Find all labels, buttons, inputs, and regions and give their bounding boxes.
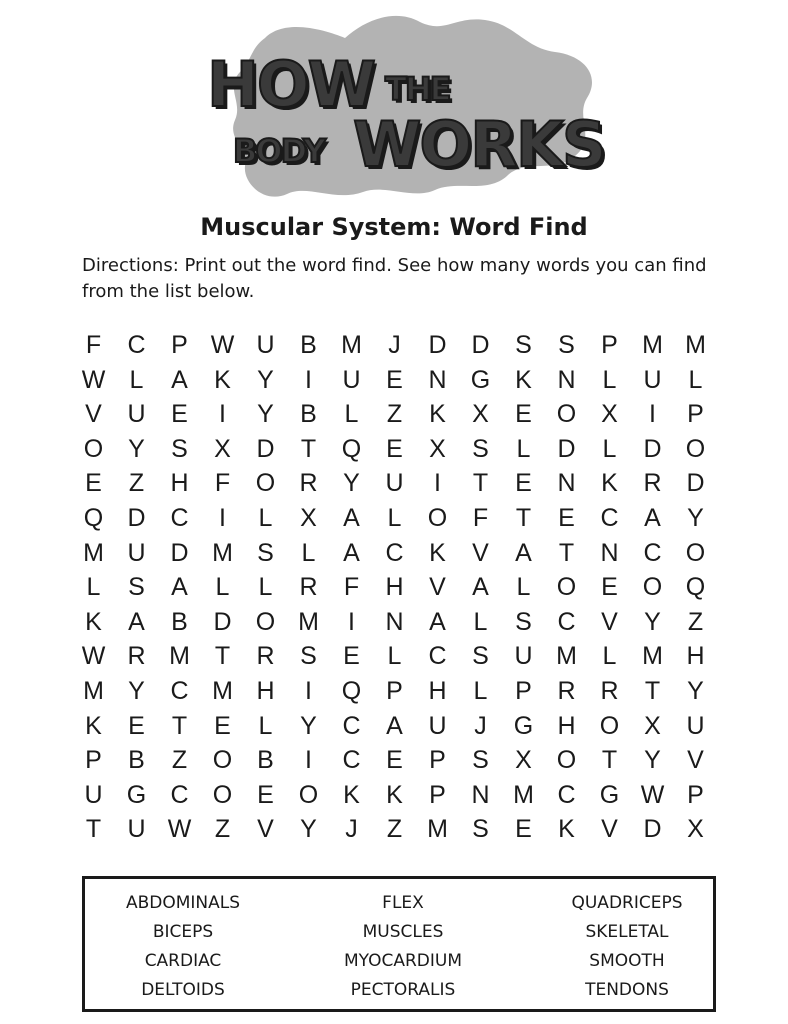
logo-how-text: HOW <box>207 48 374 121</box>
grid-letter: C <box>127 331 146 359</box>
word-list-column <box>517 889 737 1005</box>
grid-letter: M <box>83 676 104 705</box>
grid-letter: M <box>642 331 663 359</box>
grid-letter: C <box>428 642 447 671</box>
logo-the-text: THE <box>385 70 450 108</box>
page-title: Muscular System: Word Find <box>200 213 588 241</box>
word-list-item: MYOCARDIUM <box>343 951 463 971</box>
grid-letter: N <box>557 469 576 498</box>
grid-letter: V <box>429 573 446 602</box>
grid-letter: E <box>386 434 403 463</box>
grid-letter: N <box>471 780 490 809</box>
grid-letter: T <box>214 642 231 671</box>
grid-letter: N <box>600 538 619 567</box>
grid-letter: A <box>644 503 661 532</box>
grid-letter: H <box>385 573 404 602</box>
grid-letter: E <box>515 400 532 429</box>
grid-letter: Y <box>257 365 274 394</box>
grid-letter: L <box>258 503 273 532</box>
grid-letter: F <box>214 469 231 498</box>
grid-letter: E <box>85 469 102 498</box>
grid-letter: T <box>558 538 575 567</box>
grid-letter: D <box>643 815 662 844</box>
grid-letter: R <box>600 676 619 705</box>
grid-letter: R <box>299 573 318 602</box>
grid-letter: J <box>345 815 358 844</box>
grid-letter: E <box>343 642 360 671</box>
grid-letter: X <box>687 815 704 844</box>
grid-letter: Z <box>386 815 403 844</box>
grid-letter: L <box>258 573 273 602</box>
grid-letter: F <box>472 503 489 532</box>
grid-letter: B <box>257 746 274 775</box>
grid-letter: E <box>558 503 575 532</box>
grid-letter: L <box>516 434 531 463</box>
grid-letter: O <box>212 746 233 775</box>
grid-letter: G <box>126 780 147 809</box>
grid-letter: B <box>300 400 317 429</box>
grid-letter: D <box>557 434 576 463</box>
grid-letter: Y <box>644 746 661 775</box>
grid-letter: K <box>515 365 532 394</box>
grid-letter: A <box>171 365 188 394</box>
grid-letter: L <box>473 607 488 636</box>
grid-letter: U <box>686 711 705 740</box>
grid-letter: U <box>428 711 447 740</box>
grid-letter: X <box>601 400 618 429</box>
grid-letter: T <box>601 746 618 775</box>
grid-letter: O <box>255 607 276 636</box>
grid-letter: L <box>602 365 617 394</box>
grid-letter: Z <box>128 469 145 498</box>
grid-letter: M <box>341 331 362 359</box>
word-list-item: ABDOMINALS <box>125 893 241 913</box>
grid-letter: I <box>219 503 226 532</box>
grid-letter: U <box>84 780 103 809</box>
grid-letter: G <box>599 780 620 809</box>
grid-letter: U <box>256 331 275 359</box>
grid-letter: E <box>515 469 532 498</box>
grid-letter: D <box>213 607 232 636</box>
word-list-column <box>73 889 293 1005</box>
grid-letter: A <box>343 538 360 567</box>
grid-letter: R <box>256 642 275 671</box>
grid-letter: Y <box>300 711 317 740</box>
grid-letter: T <box>85 815 102 844</box>
grid-letter: K <box>429 538 446 567</box>
grid-letter: H <box>686 642 705 671</box>
grid-letter: J <box>474 711 487 740</box>
grid-letter: X <box>429 434 446 463</box>
grid-letter: O <box>642 573 663 602</box>
grid-letter: L <box>473 676 488 705</box>
grid-letter: N <box>428 365 447 394</box>
grid-letter: E <box>386 365 403 394</box>
grid-letter: E <box>515 815 532 844</box>
grid-letter: C <box>557 607 576 636</box>
grid-letter: C <box>342 746 361 775</box>
grid-letter: N <box>557 365 576 394</box>
grid-letter: C <box>557 780 576 809</box>
grid-letter: U <box>127 400 146 429</box>
grid-letter: S <box>472 746 489 775</box>
grid-letter: W <box>81 365 106 394</box>
grid-letter: L <box>602 642 617 671</box>
grid-letter: T <box>472 469 489 498</box>
grid-letter: S <box>300 642 317 671</box>
grid-letter: D <box>686 469 705 498</box>
grid-letter: M <box>212 538 233 567</box>
grid-letter: L <box>516 573 531 602</box>
grid-letter: C <box>342 711 361 740</box>
grid-letter: T <box>644 676 661 705</box>
grid-letter: M <box>169 642 190 671</box>
grid-letter: K <box>601 469 618 498</box>
grid-letter: H <box>557 711 576 740</box>
grid-letter: O <box>255 469 276 498</box>
grid-letter: D <box>127 503 146 532</box>
grid-letter: Q <box>341 434 362 463</box>
word-list-column <box>293 889 513 1005</box>
word-search-grid <box>72 328 717 847</box>
grid-letter: L <box>258 711 273 740</box>
grid-letter: H <box>256 676 275 705</box>
grid-letter: L <box>129 365 144 394</box>
grid-letter: V <box>601 815 618 844</box>
grid-letter: P <box>386 676 403 705</box>
word-list-item: QUADRICEPS <box>571 893 683 913</box>
grid-letter: L <box>387 503 402 532</box>
grid-letter: M <box>83 538 104 567</box>
logo <box>195 8 605 200</box>
grid-letter: U <box>127 538 146 567</box>
grid-letter: L <box>602 434 617 463</box>
word-list-box <box>82 876 716 1012</box>
grid-letter: V <box>257 815 274 844</box>
grid-letter: Z <box>687 607 704 636</box>
grid-letter: A <box>343 503 360 532</box>
grid-letter: B <box>128 746 145 775</box>
grid-letter: O <box>212 780 233 809</box>
grid-letter: C <box>385 538 404 567</box>
grid-letter: L <box>86 573 101 602</box>
grid-letter: O <box>556 573 577 602</box>
grid-letter: Y <box>687 676 704 705</box>
grid-letter: J <box>388 331 401 359</box>
grid-letter: S <box>171 434 188 463</box>
grid-letter: L <box>301 538 316 567</box>
grid-letter: P <box>515 676 532 705</box>
grid-letter: U <box>385 469 404 498</box>
grid-letter: K <box>214 365 231 394</box>
grid-letter: Y <box>644 607 661 636</box>
grid-letter: E <box>171 400 188 429</box>
grid-letter: L <box>688 365 703 394</box>
grid-letter: O <box>556 746 577 775</box>
grid-letter: R <box>127 642 146 671</box>
grid-letter: M <box>513 780 534 809</box>
grid-letter: P <box>429 780 446 809</box>
grid-letter: B <box>171 607 188 636</box>
grid-letter: D <box>471 331 490 359</box>
grid-letter: E <box>601 573 618 602</box>
grid-letter: G <box>470 365 491 394</box>
grid-letter: A <box>128 607 145 636</box>
grid-letter: L <box>387 642 402 671</box>
grid-letter: S <box>472 642 489 671</box>
grid-letter: X <box>214 434 231 463</box>
grid-letter: M <box>685 331 706 359</box>
grid-letter: K <box>558 815 575 844</box>
grid-letter: A <box>171 573 188 602</box>
word-list-item: PECTORALIS <box>350 980 456 1000</box>
grid-letter: O <box>556 400 577 429</box>
grid-letter: U <box>643 365 662 394</box>
grid-letter: P <box>687 780 704 809</box>
word-list-item: TENDONS <box>585 980 669 1000</box>
grid-letter: X <box>515 746 532 775</box>
grid-letter: S <box>257 538 274 567</box>
grid-letter: Y <box>128 434 145 463</box>
grid-letter: O <box>685 434 706 463</box>
grid-letter: Q <box>685 573 706 602</box>
grid-letter: Z <box>171 746 188 775</box>
logo-works-text: WORKS <box>353 108 605 181</box>
grid-letter: I <box>305 746 312 775</box>
grid-letter: C <box>170 503 189 532</box>
grid-letter: X <box>300 503 317 532</box>
grid-letter: K <box>85 607 102 636</box>
grid-letter: Q <box>83 503 104 532</box>
grid-letter: I <box>305 676 312 705</box>
grid-letter: U <box>342 365 361 394</box>
grid-letter: D <box>170 538 189 567</box>
grid-letter: Y <box>300 815 317 844</box>
grid-letter: V <box>601 607 618 636</box>
grid-letter: M <box>427 815 448 844</box>
word-list-item: BICEPS <box>152 922 214 942</box>
grid-letter: M <box>212 676 233 705</box>
grid-letter: G <box>513 711 534 740</box>
grid-letter: U <box>127 815 146 844</box>
word-list-item: MUSCLES <box>362 922 444 942</box>
grid-letter: S <box>558 331 575 359</box>
grid-letter: F <box>85 331 102 359</box>
grid-letter: S <box>515 607 532 636</box>
grid-letter: F <box>343 573 360 602</box>
grid-letter: Y <box>343 469 360 498</box>
grid-letter: A <box>472 573 489 602</box>
grid-letter: R <box>299 469 318 498</box>
grid-letter: K <box>343 780 360 809</box>
grid-letter: Y <box>128 676 145 705</box>
grid-letter: P <box>601 331 618 359</box>
grid-letter: A <box>515 538 532 567</box>
grid-letter: C <box>170 780 189 809</box>
grid-letter: E <box>257 780 274 809</box>
grid-letter: Y <box>687 503 704 532</box>
grid-letter: V <box>85 400 102 429</box>
grid-letter: I <box>219 400 226 429</box>
grid-letter: S <box>472 434 489 463</box>
grid-letter: O <box>298 780 319 809</box>
grid-letter: I <box>348 607 355 636</box>
grid-letter: E <box>128 711 145 740</box>
grid-letter: O <box>83 434 104 463</box>
grid-letter: A <box>386 711 403 740</box>
grid-letter: V <box>472 538 489 567</box>
grid-letter: D <box>643 434 662 463</box>
grid-letter: K <box>85 711 102 740</box>
grid-letter: O <box>427 503 448 532</box>
grid-letter: E <box>386 746 403 775</box>
grid-letter: C <box>170 676 189 705</box>
grid-letter: T <box>171 711 188 740</box>
word-list-item: CARDIAC <box>144 951 222 971</box>
grid-letter: M <box>642 642 663 671</box>
grid-letter: U <box>514 642 533 671</box>
grid-letter: X <box>644 711 661 740</box>
grid-letter: W <box>81 642 106 671</box>
grid-letter: W <box>210 331 235 359</box>
grid-letter: N <box>385 607 404 636</box>
grid-letter: H <box>170 469 189 498</box>
grid-letter: T <box>515 503 532 532</box>
grid-letter: K <box>429 400 446 429</box>
grid-letter: P <box>429 746 446 775</box>
word-list-item: FLEX <box>382 893 424 913</box>
grid-letter: E <box>214 711 231 740</box>
grid-letter: S <box>515 331 532 359</box>
grid-letter: R <box>643 469 662 498</box>
grid-letter: V <box>687 746 704 775</box>
grid-letter: A <box>429 607 446 636</box>
grid-letter: X <box>472 400 489 429</box>
grid-letter: W <box>167 815 192 844</box>
word-list-item: SMOOTH <box>589 951 665 971</box>
grid-letter: T <box>300 434 317 463</box>
word-list-item: SKELETAL <box>585 922 669 942</box>
grid-letter: C <box>600 503 619 532</box>
grid-letter: M <box>556 642 577 671</box>
grid-letter: P <box>171 331 188 359</box>
grid-letter: S <box>472 815 489 844</box>
grid-letter: O <box>599 711 620 740</box>
grid-letter: Y <box>257 400 274 429</box>
grid-letter: L <box>344 400 359 429</box>
grid-letter: Z <box>214 815 231 844</box>
grid-letter: H <box>428 676 447 705</box>
grid-letter: K <box>386 780 403 809</box>
grid-letter: W <box>640 780 665 809</box>
grid-letter: O <box>685 538 706 567</box>
grid-letter: B <box>300 331 317 359</box>
grid-letter: L <box>215 573 230 602</box>
grid-letter: D <box>256 434 275 463</box>
grid-letter: M <box>298 607 319 636</box>
grid-letter: I <box>434 469 441 498</box>
grid-letter: S <box>128 573 145 602</box>
grid-letter: P <box>687 400 704 429</box>
word-list-item: DELTOIDS <box>141 980 225 1000</box>
grid-letter: R <box>557 676 576 705</box>
grid-letter: D <box>428 331 447 359</box>
directions-text: Directions: Print out the word find. See how many words you can find from the list below. <box>82 255 707 302</box>
logo-body-text: BODY <box>233 132 324 170</box>
grid-letter: Q <box>341 676 362 705</box>
grid-letter: I <box>305 365 312 394</box>
grid-letter: I <box>649 400 656 429</box>
grid-letter: Z <box>386 400 403 429</box>
grid-letter: C <box>643 538 662 567</box>
grid-letter: P <box>85 746 102 775</box>
